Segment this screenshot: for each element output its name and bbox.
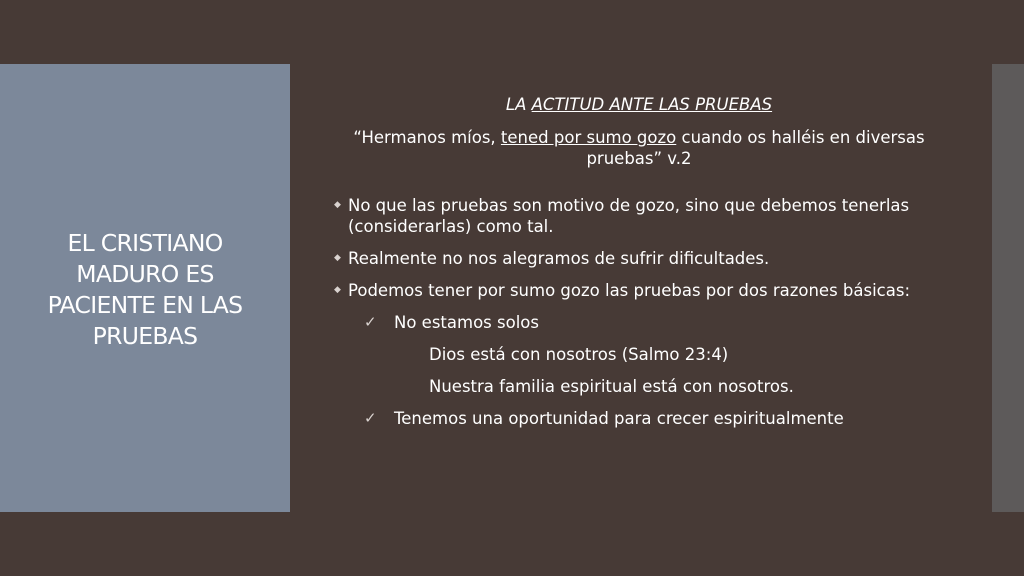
sub-item: Nuestra familia espiritual está con nosotros. bbox=[429, 377, 794, 396]
title-panel bbox=[0, 64, 290, 512]
bullet-text: Podemos tener por sumo gozo las pruebas por dos razones básicas: bbox=[348, 281, 911, 300]
check-text: No estamos solos bbox=[394, 313, 539, 332]
bullet-item bbox=[334, 280, 944, 301]
bullet-icon: ◆ bbox=[334, 200, 341, 210]
sub-item: Dios está con nosotros (Salmo 23:4) bbox=[429, 345, 729, 364]
section-heading bbox=[334, 94, 944, 115]
bullet-list bbox=[334, 195, 944, 429]
check-text: Tenemos una oportunidad para crecer espiritualmente bbox=[394, 409, 844, 428]
bullet-icon: ◆ bbox=[334, 285, 341, 295]
heading-underlined: ACTITUD ANTE LAS PRUEBAS bbox=[531, 95, 773, 114]
bullet-icon: ◆ bbox=[334, 253, 341, 263]
right-accent-strip bbox=[992, 64, 1024, 512]
quote-underlined: tened por sumo gozo bbox=[500, 128, 677, 147]
slide-content bbox=[334, 94, 944, 440]
check-icon: ✓ bbox=[364, 313, 377, 331]
check-icon: ✓ bbox=[364, 409, 377, 427]
check-item bbox=[334, 312, 944, 333]
check-item bbox=[334, 408, 944, 429]
scripture-quote bbox=[334, 127, 944, 169]
quote-before: “Hermanos míos, bbox=[353, 128, 501, 147]
slide-title: EL CRISTIANO MADURO ES PACIENTE EN LAS PRUEBAS bbox=[47, 229, 243, 350]
bullet-text: Realmente no nos alegramos de sufrir dificultades. bbox=[348, 249, 770, 268]
heading-prefix: LA bbox=[505, 95, 532, 114]
bullet-text: No que las pruebas son motivo de gozo, sino que debemos tenerlas (considerarlas) como tal. bbox=[348, 196, 910, 236]
bullet-item bbox=[334, 195, 944, 237]
bullet-item bbox=[334, 248, 944, 269]
quote-after: cuando os halléis en diversas pruebas” v.2 bbox=[586, 128, 925, 168]
